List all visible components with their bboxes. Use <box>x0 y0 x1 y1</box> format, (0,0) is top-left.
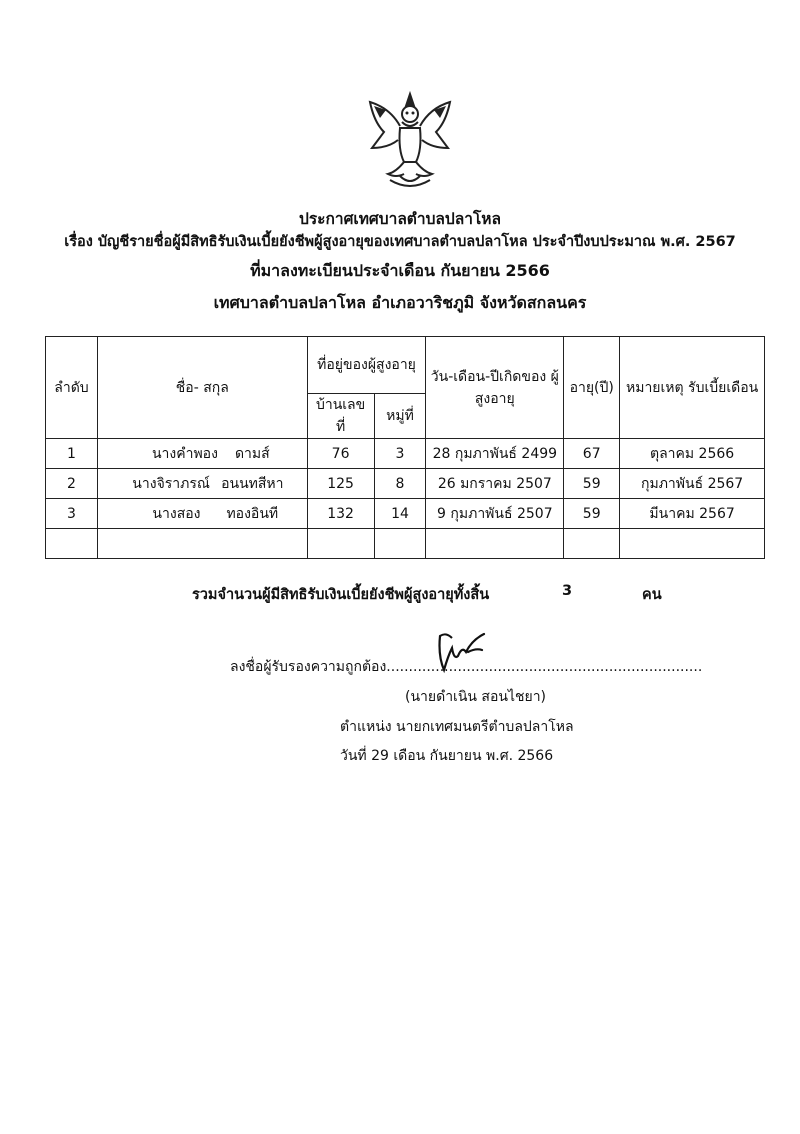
beneficiary-table <box>45 336 765 559</box>
header-village: หมู่ที่ <box>374 394 426 439</box>
cell-dob: 26 มกราคม 2507 <box>426 469 564 499</box>
sign-date: วันที่ 29 เดือน กันยายน พ.ศ. 2566 <box>340 748 554 764</box>
table-row <box>46 499 765 529</box>
signer-name: (นายดำเนิน สอนไชยา) <box>405 689 547 705</box>
header-age: อายุ(ปี) <box>564 337 620 439</box>
announcement-subject: เรื่อง บัญชีรายชื่อผู้มีสิทธิรับเงินเบี้ยยังชีพผู้สูงอายุของเทศบาลตำบลปลาโหล ประจำปีงบประมาณ พ.ศ. 2567 <box>64 234 736 250</box>
cell-remark: มีนาคม 2567 <box>620 499 765 529</box>
first-name: นางจิราภรณ์ <box>132 475 210 492</box>
cell-order: 1 <box>46 439 98 469</box>
signer-position: ตำแหน่ง นายกเทศมนตรีตำบลปลาโหล <box>340 719 574 735</box>
cell-order: 3 <box>46 499 98 529</box>
cell-age: 59 <box>564 499 620 529</box>
last-name: ดามส์ <box>234 445 270 462</box>
summary-unit: คน <box>642 587 662 603</box>
header-order: ลำดับ <box>46 337 98 439</box>
header-remark: หมายเหตุ รับเบี้ยเดือน <box>620 337 765 439</box>
cell-house-no: 132 <box>307 499 374 529</box>
cell-house-no: 76 <box>307 439 374 469</box>
cell-village: 8 <box>374 469 426 499</box>
announcement-title: ประกาศเทศบาลตำบลปลาโหล <box>299 210 501 228</box>
cell-age: 67 <box>564 439 620 469</box>
municipality-location: เทศบาลตำบลปลาโหล อำเภอวาริชภูมิ จังหวัดสกลนคร <box>213 293 587 312</box>
cell-name <box>97 499 307 529</box>
header-address: ที่อยู่ของผู้สูงอายุ <box>307 337 426 394</box>
summary-label: รวมจำนวนผู้มีสิทธิรับเงินเบี้ยยังชีพผู้สูงอายุทั้งสิ้น <box>192 587 490 603</box>
garuda-emblem-icon <box>360 88 460 192</box>
summary-line <box>192 583 662 606</box>
table-row <box>46 469 765 499</box>
cell-village: 3 <box>374 439 426 469</box>
cell-remark: ตุลาคม 2566 <box>620 439 765 469</box>
cell-order: 2 <box>46 469 98 499</box>
header-house-no: บ้านเลขที่ <box>307 394 374 439</box>
registration-month: ที่มาลงทะเบียนประจำเดือน กันยายน 2566 <box>250 261 550 280</box>
first-name: นางสอง <box>152 505 201 522</box>
cell-dob: 9 กุมภาพันธ์ 2507 <box>426 499 564 529</box>
cell-age: 59 <box>564 469 620 499</box>
cell-village: 14 <box>374 499 426 529</box>
cell-name <box>97 439 307 469</box>
certify-line: ลงชื่อผู้รับรองความถูกต้อง....................................................................... <box>230 659 703 675</box>
summary-count: 3 <box>562 583 573 599</box>
cell-dob: 28 กุมภาพันธ์ 2499 <box>426 439 564 469</box>
table-row-empty <box>46 529 765 559</box>
header-name: ชื่อ- สกุล <box>97 337 307 439</box>
handwritten-signature <box>432 626 492 676</box>
last-name: ทองอินที <box>226 505 279 522</box>
table-row <box>46 439 765 469</box>
cell-remark: กุมภาพันธ์ 2567 <box>620 469 765 499</box>
header-dob: วัน-เดือน-ปีเกิดของ ผู้สูงอายุ <box>426 337 564 439</box>
cell-name <box>97 469 307 499</box>
cell-house-no: 125 <box>307 469 374 499</box>
first-name: นางคำพอง <box>151 445 218 462</box>
last-name: อนนทสีหา <box>221 475 284 492</box>
